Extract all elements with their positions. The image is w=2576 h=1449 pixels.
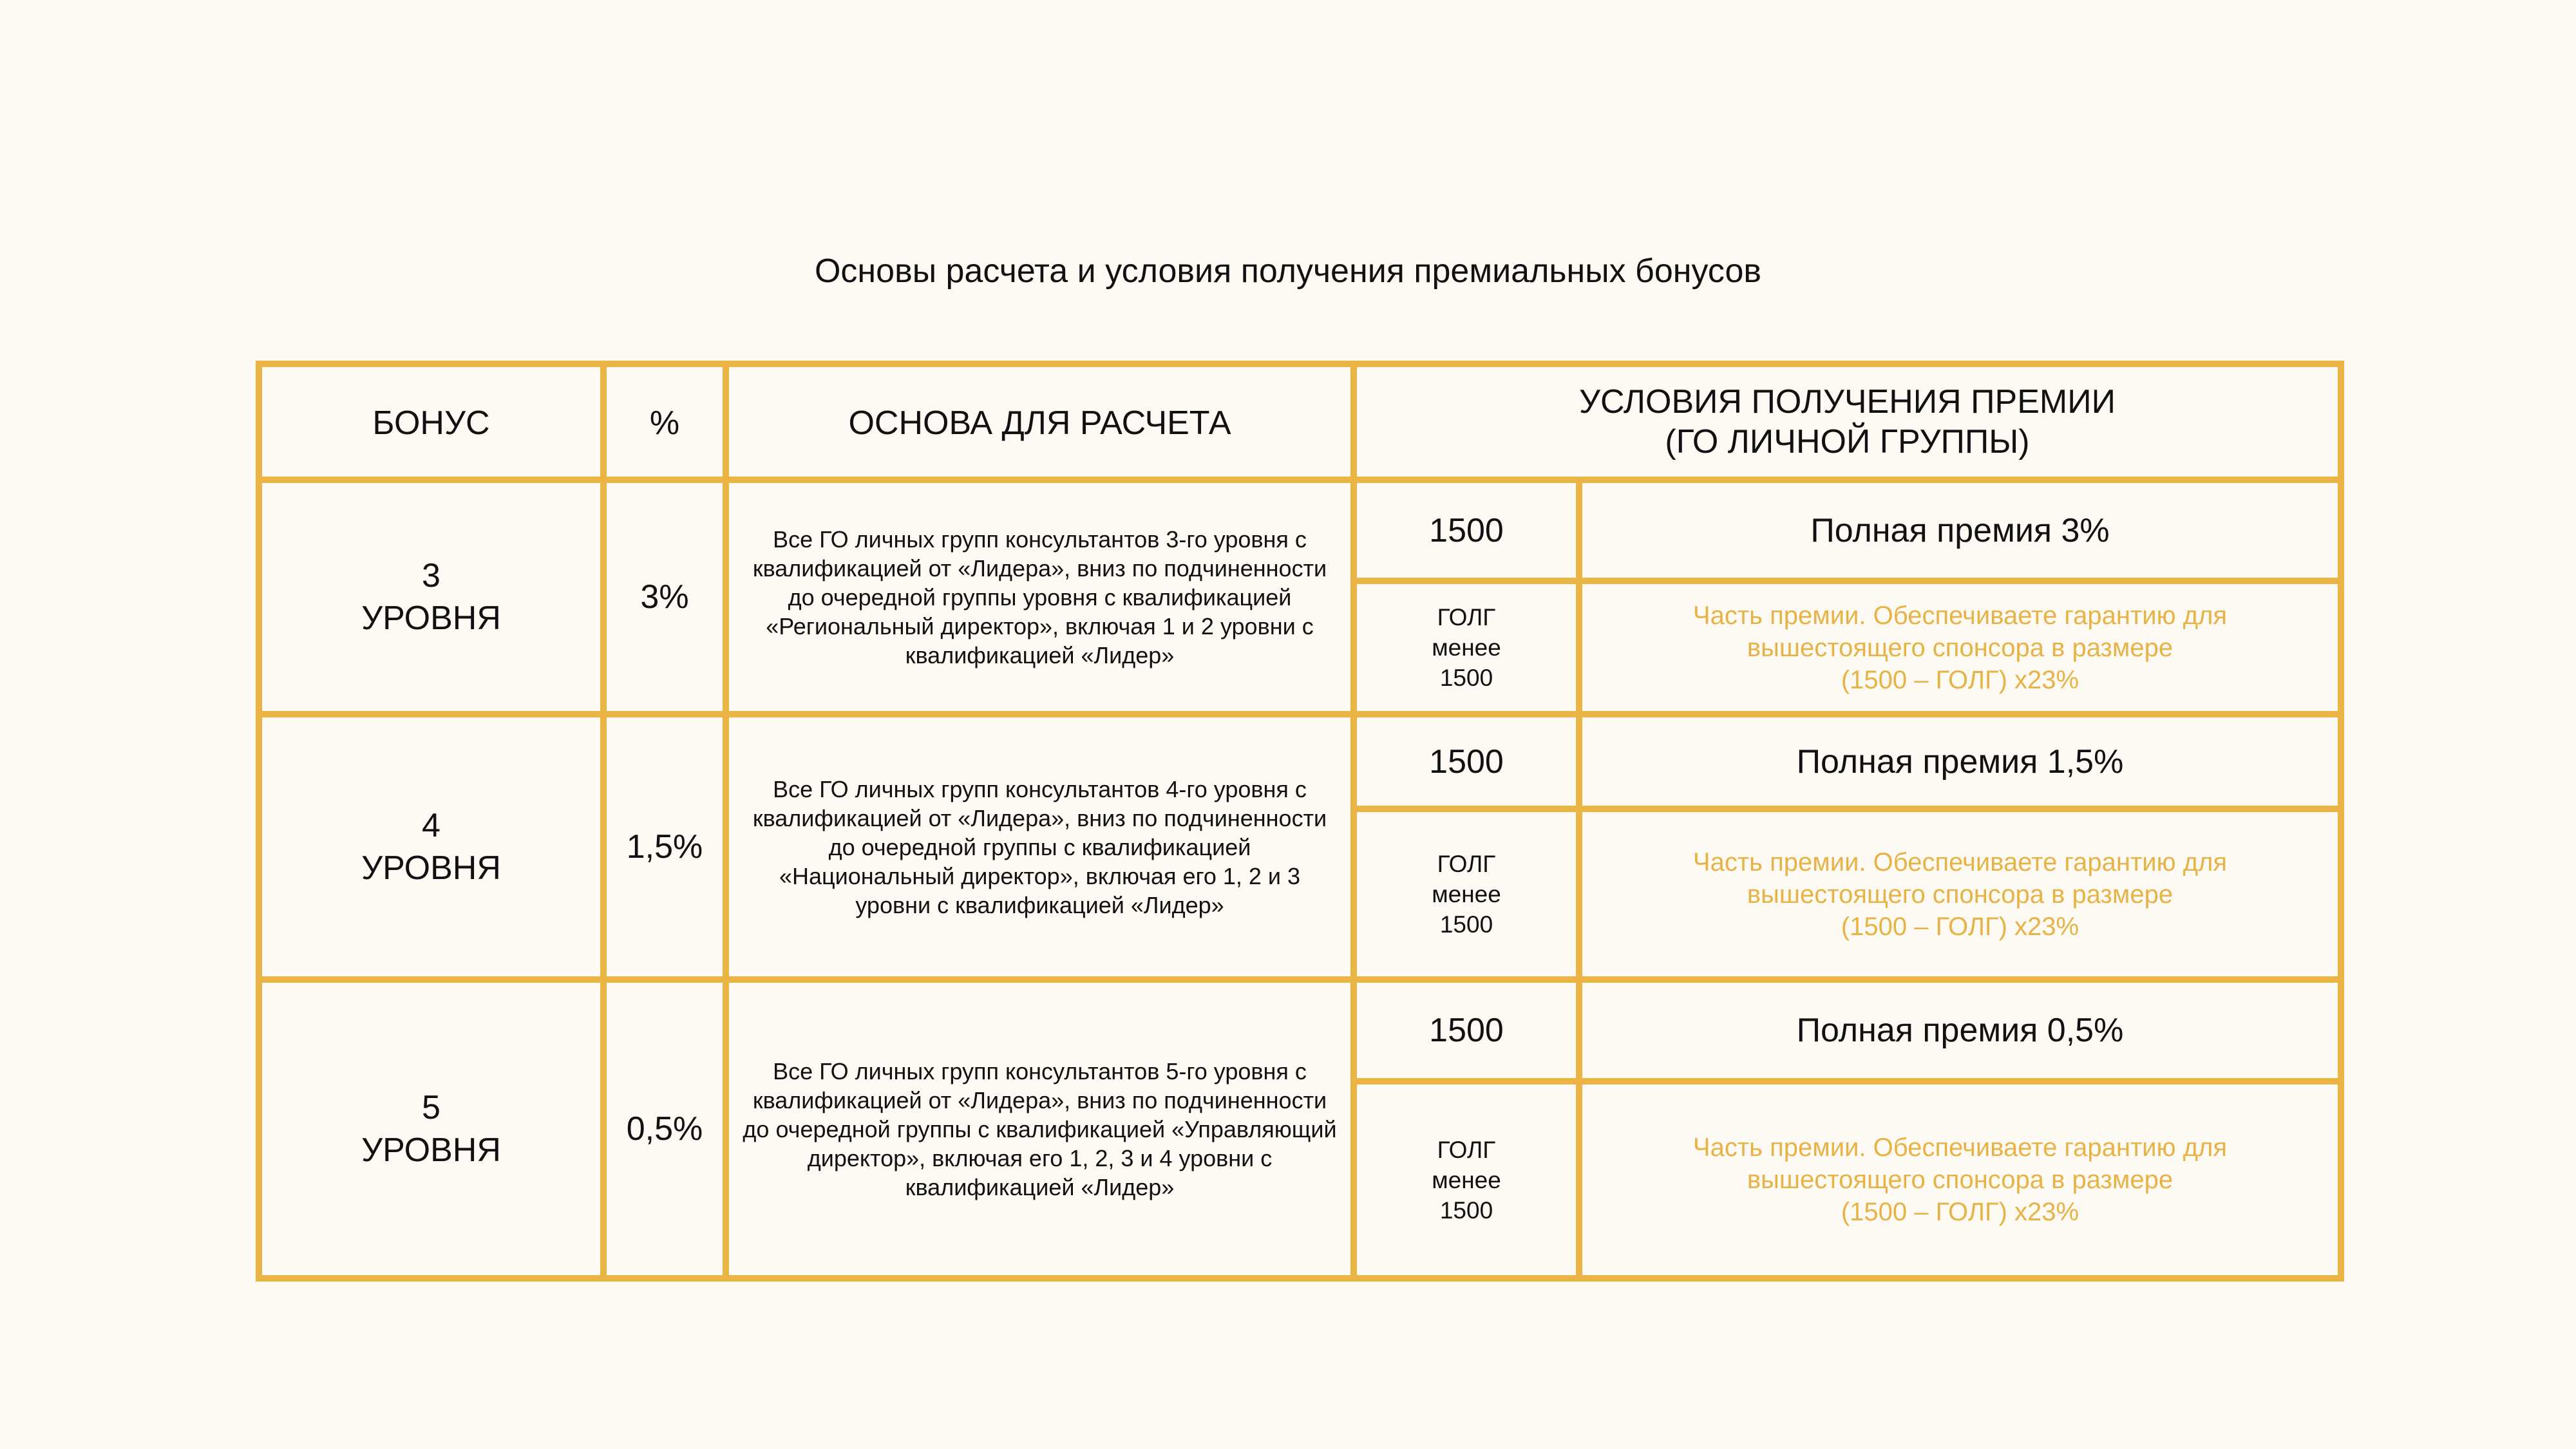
amount-cell: 1500 [1354,480,1579,581]
golg-line1: ГОЛГ [1437,604,1496,630]
partial-bonus-cell [1579,809,2341,980]
partial-line3: (1500 – ГОЛГ) х23% [1841,912,2079,941]
golg-cell [1354,1081,1579,1278]
percent-cell: 0,5% [603,980,726,1278]
basis-cell: Все ГО личных групп консультантов 3-го уровня с квалификацией от «Лидера», вниз по подчиненности до очередной группы уровня с квалификацией «Региональный директор», включая 1 и 2 уровни с квалификацией «Лидер» [726,480,1354,714]
golg-line2: менее [1432,634,1501,661]
partial-bonus-cell [1579,581,2341,714]
golg-line3: 1500 [1439,1197,1493,1224]
partial-line2: вышестоящего спонсора в размере [1747,633,2174,662]
level-cell [259,714,603,980]
table-row [259,480,2341,581]
golg-line1: ГОЛГ [1437,1136,1496,1163]
partial-line1: Часть премии. Обеспечиваете гарантию для [1692,1133,2228,1162]
header-bonus: БОНУС [259,364,603,480]
golg-cell [1354,809,1579,980]
golg-line2: менее [1432,1166,1501,1193]
level-number: 5 [422,1089,440,1126]
percent-cell: 3% [603,480,726,714]
page-title: Основы расчета и условия получения премиальных бонусов [814,252,1761,290]
amount-cell: 1500 [1354,980,1579,1081]
golg-line1: ГОЛГ [1437,851,1496,877]
partial-line2: вышестоящего спонсора в размере [1747,880,2174,909]
header-conditions-line1: УСЛОВИЯ ПОЛУЧЕНИЯ ПРЕМИИ [1579,383,2116,421]
full-bonus-cell: Полная премия 3% [1579,480,2341,581]
header-row [259,364,2341,480]
basis-cell: Все ГО личных групп консультантов 5-го уровня с квалификацией от «Лидера», вниз по подчиненности до очередной группы с квалификацией «Управляющий директор», включая его 1, 2, 3 и 4 уровни с квалификацией «Лидер» [726,980,1354,1278]
level-cell [259,480,603,714]
bonus-table [256,361,2344,1282]
partial-line3: (1500 – ГОЛГ) х23% [1841,665,2079,694]
partial-line1: Часть премии. Обеспечиваете гарантию для [1692,601,2228,630]
full-bonus-cell: Полная премия 0,5% [1579,980,2341,1081]
level-cell [259,980,603,1278]
golg-cell [1354,581,1579,714]
header-basis: ОСНОВА ДЛЯ РАСЧЕТА [726,364,1354,480]
partial-line1: Часть премии. Обеспечиваете гарантию для [1692,848,2228,876]
basis-cell: Все ГО личных групп консультантов 4-го уровня с квалификацией от «Лидера», вниз по подчиненности до очередной группы с квалификацией «Национальный директор», включая его 1, 2 и 3 уровни с квалификацией «Лидер» [726,714,1354,980]
table-row [259,980,2341,1081]
level-word: УРОВНЯ [361,1132,501,1169]
header-conditions-line2: (ГО ЛИЧНОЙ ГРУППЫ) [1665,423,2030,460]
golg-line2: менее [1432,881,1501,907]
level-number: 4 [422,807,440,844]
level-number: 3 [422,557,440,594]
full-bonus-cell: Полная премия 1,5% [1579,714,2341,809]
partial-bonus-cell [1579,1081,2341,1278]
golg-line3: 1500 [1439,911,1493,938]
level-word: УРОВНЯ [361,600,501,637]
percent-cell: 1,5% [603,714,726,980]
header-conditions [1354,364,2341,480]
table-row [259,714,2341,809]
amount-cell: 1500 [1354,714,1579,809]
golg-line3: 1500 [1439,665,1493,691]
level-word: УРОВНЯ [361,849,501,887]
partial-line3: (1500 – ГОЛГ) х23% [1841,1198,2079,1226]
header-percent: % [603,364,726,480]
partial-line2: вышестоящего спонсора в размере [1747,1166,2174,1194]
